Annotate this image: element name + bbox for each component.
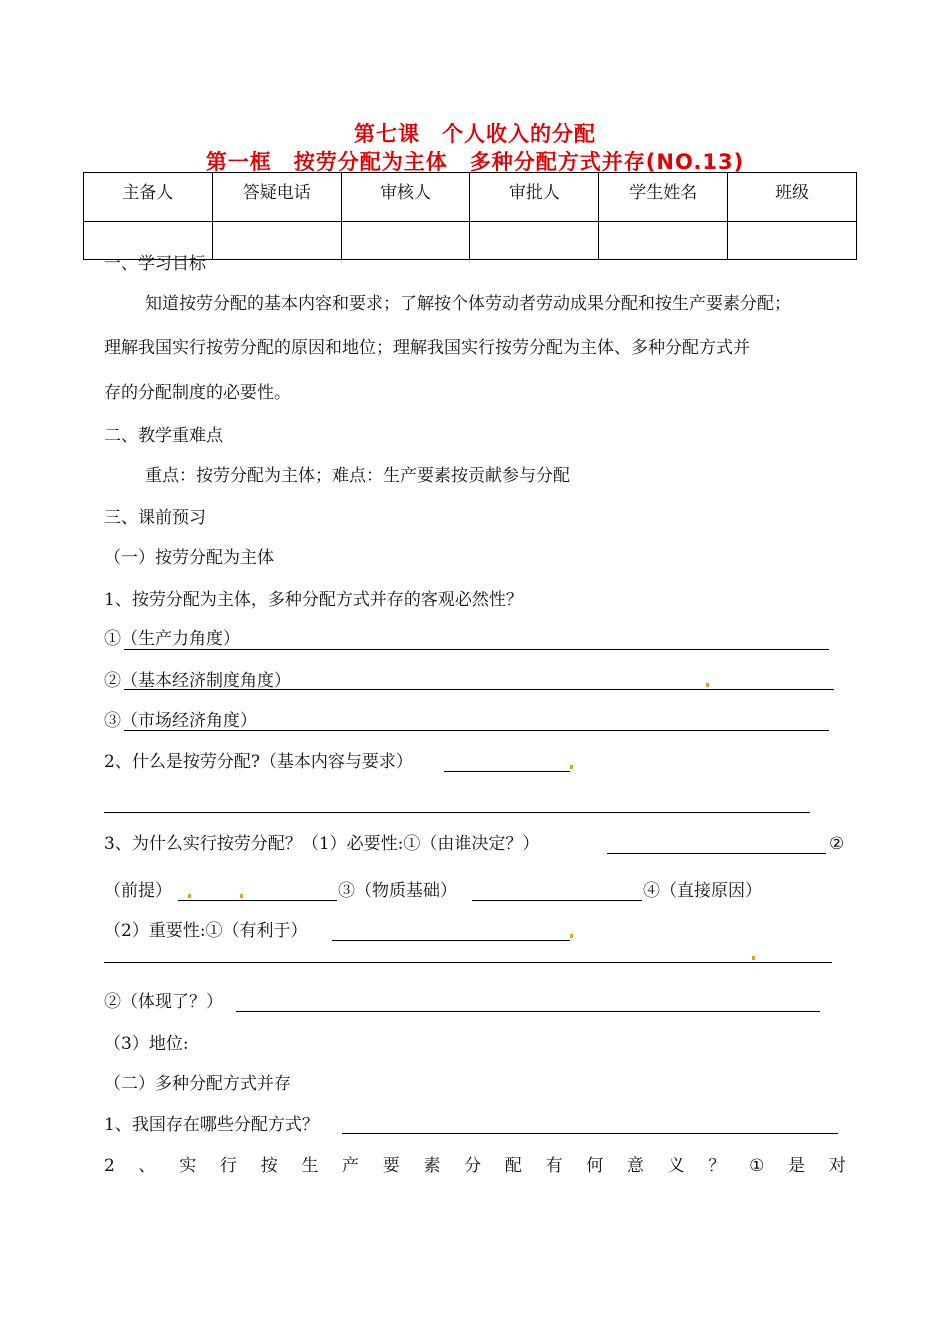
answer-blank[interactable] (124, 689, 834, 690)
section-heading: 三、课前预习 (104, 508, 206, 528)
question-char: 是 (788, 1156, 806, 1176)
question: 1、我国存在哪些分配方式？ (104, 1115, 319, 1135)
lesson-subtitle: 第一框 按劳分配为主体 多种分配方式并存(NO.13) (205, 150, 745, 174)
question-char: 实 (179, 1156, 197, 1176)
question-char: 配 (504, 1156, 522, 1176)
answer-blank[interactable] (607, 853, 826, 854)
question-char: 产 (342, 1156, 360, 1176)
question-char: 义 (667, 1156, 685, 1176)
question-justified (104, 1155, 846, 1177)
mark-dot (570, 765, 573, 769)
mark-dot (752, 956, 755, 960)
question-char: 要 (382, 1156, 400, 1176)
header-phone: 答疑电话 (212, 173, 341, 222)
question-char: 何 (586, 1156, 604, 1176)
question-char: 分 (464, 1156, 482, 1176)
cell-reviewer[interactable] (341, 222, 470, 260)
header-reviewer: 审核人 (341, 173, 470, 222)
question-char: ？ (708, 1156, 726, 1176)
header-student-name: 学生姓名 (599, 173, 728, 222)
answer-label: ②（体现了？） (104, 992, 223, 1012)
enum-marker: ② (829, 834, 845, 854)
answer-blank[interactable] (124, 649, 829, 650)
mark-dot (570, 934, 573, 938)
section-heading: 一、学习目标 (104, 254, 206, 274)
info-table (83, 172, 857, 260)
cell-approver[interactable] (470, 222, 599, 260)
header-preparer: 主备人 (84, 173, 213, 222)
answer-blank[interactable] (236, 1011, 820, 1012)
mark-dot (706, 683, 709, 687)
mark-dot (188, 894, 191, 898)
subsection-heading: （二）多种分配方式并存 (104, 1074, 291, 1094)
question-char: 2 (104, 1156, 115, 1176)
cell-student-name[interactable] (599, 222, 728, 260)
question-char: 意 (626, 1156, 644, 1176)
paragraph: 理解我国实行按劳分配的原因和地位；理解我国实行按劳分配为主体、多种分配方式并 (104, 338, 750, 358)
question-char: 有 (545, 1156, 563, 1176)
answer-blank[interactable] (124, 730, 829, 731)
question-char: 对 (828, 1156, 846, 1176)
lesson-title: 第七课 个人收入的分配 (354, 122, 596, 146)
answer-blank[interactable] (444, 771, 570, 772)
answer-label: ③（市场经济角度） (104, 711, 257, 731)
answer-label: （前提） (104, 881, 172, 901)
question: 2、什么是按劳分配?（基本内容与要求） (104, 752, 413, 772)
answer-label: （3）地位: (104, 1034, 189, 1054)
subsection-heading: （一）按劳分配为主体 (104, 548, 274, 568)
mark-dot (240, 894, 243, 898)
paragraph: 知道按劳分配的基本内容和要求；了解按个体劳动者劳动成果分配和按生产要素分配； (145, 294, 791, 314)
header-class: 班级 (728, 173, 857, 222)
section-heading: 二、教学重难点 (104, 426, 223, 446)
answer-label: ②（基本经济制度角度） (104, 671, 291, 691)
answer-blank[interactable] (472, 900, 642, 901)
answer-blank[interactable] (332, 940, 570, 941)
question: 1、按劳分配为主体，多种分配方式并存的客观必然性？ (104, 590, 523, 610)
answer-blank[interactable] (104, 812, 810, 813)
question-char: 生 (301, 1156, 319, 1176)
question: 3、为什么实行按劳分配？（1）必要性:①（由谁决定？） (104, 834, 540, 854)
answer-label: ④（直接原因） (643, 881, 762, 901)
answer-blank[interactable] (104, 962, 832, 963)
cell-class[interactable] (728, 222, 857, 260)
question-char: 素 (423, 1156, 441, 1176)
answer-label: （2）重要性:①（有利于） (104, 921, 308, 941)
paragraph: 重点：按劳分配为主体；难点：生产要素按贡献参与分配 (145, 466, 570, 486)
answer-blank[interactable] (342, 1133, 838, 1134)
question-char: 按 (260, 1156, 278, 1176)
question-char: 行 (219, 1156, 237, 1176)
answer-blank[interactable] (178, 900, 337, 901)
question-char: 、 (138, 1156, 156, 1176)
answer-label: ①（生产力角度） (104, 629, 240, 649)
answer-label: ③（物质基础） (338, 881, 457, 901)
paragraph: 存的分配制度的必要性。 (104, 383, 291, 403)
header-approver: 审批人 (470, 173, 599, 222)
question-char: ① (749, 1156, 765, 1176)
cell-phone[interactable] (212, 222, 341, 260)
